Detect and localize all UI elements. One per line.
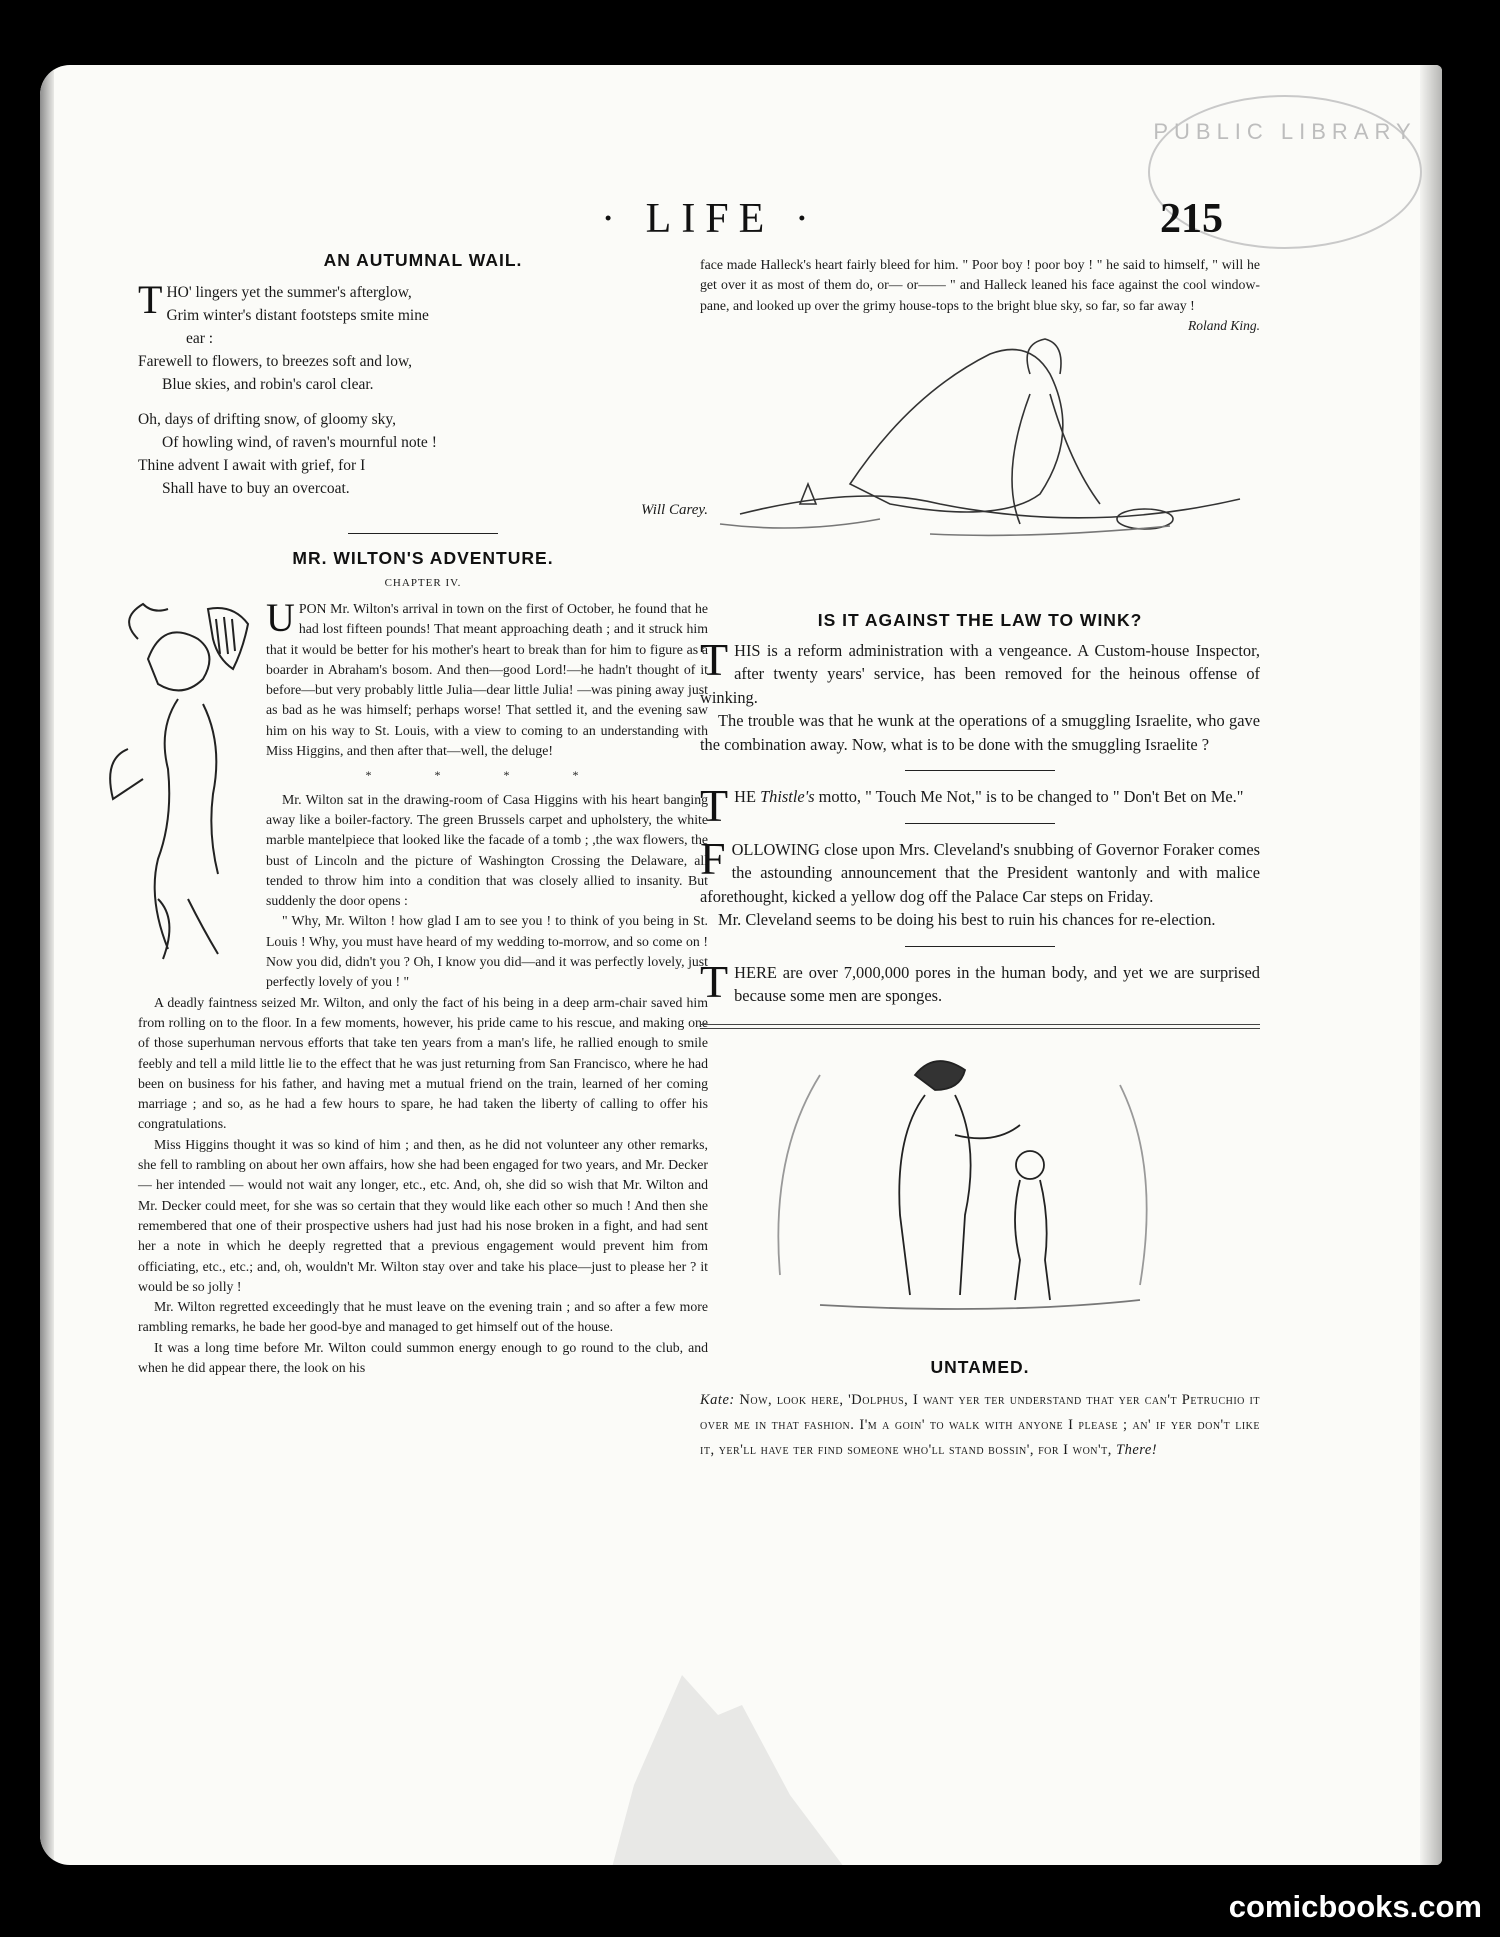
site-watermark: comicbooks.com xyxy=(1228,1889,1482,1924)
divider xyxy=(905,946,1055,947)
divider xyxy=(905,770,1055,771)
pores-dropcap: T xyxy=(700,955,729,1007)
boy-figure xyxy=(899,1095,970,1295)
cherub-illustration xyxy=(108,599,258,974)
poem-body xyxy=(138,277,708,500)
poem-line: Grim winter's distant footsteps smite mine xyxy=(166,307,429,324)
page-edge xyxy=(1420,65,1442,1865)
left-column xyxy=(138,250,708,1378)
thistle-item xyxy=(700,780,1260,832)
poem-dropcap: T xyxy=(138,277,163,322)
pores-item xyxy=(700,955,1260,1008)
poem-line: Oh, days of drifting snow, of gloomy sky, xyxy=(138,411,397,428)
story-paragraph: Miss Higgins thought it was so kind of him ; and then, as he did not volunteer any other remarks, she fell to rambling on about her own affairs, how she had been engaged for two years, and Mr. Decker — her intended — would not wait any longer, etc., etc. And, oh, she did so wish that Mr. Wilton and Mr. Decker could meet, for she was so certain that they would like each other so much ! And then she remembered that one of their prospective ushers had just had his nose broken in a fight, and had sent her a note in which he deeply regretted that a previous engagement would prevent him from officiating, etc., etc.; and, oh, wouldn't Mr. Wilton stay over and take his place—just to please her ? it would be so jolly ! xyxy=(138,1136,708,1294)
wink-paragraph: The trouble was that he wunk at the operations of a smuggling Israelite, who gave the combination away. Now, what is to be done with the smuggling Israelite ? xyxy=(700,711,1260,754)
cherub-wing xyxy=(110,749,143,799)
page-header xyxy=(40,195,1442,255)
story-title: MR. WILTON'S ADVENTURE. xyxy=(292,548,554,568)
magazine-page xyxy=(40,65,1442,1865)
poem-line: Farewell to flowers, to breezes soft and low, xyxy=(138,353,413,370)
thistle-name: Thistle's xyxy=(760,787,815,807)
paper-tear xyxy=(610,1675,850,1865)
foraker-dropcap: F xyxy=(700,832,726,884)
story-paragraph: Mr. Wilton regretted exceedingly that he must leave on the evening train ; and so after a few more rambling remarks, he bade her good-bye and managed to get himself out of the house. xyxy=(138,1299,708,1335)
wink-article xyxy=(700,633,1260,757)
page-number: 215 xyxy=(1160,196,1223,242)
boy-arm xyxy=(955,1125,1020,1138)
wink-title: IS IT AGAINST THE LAW TO WINK? xyxy=(817,609,1143,630)
girl-head xyxy=(1016,1151,1044,1179)
thistle-text: HE xyxy=(734,787,761,807)
poem-line: Blue skies, and robin's carol clear. xyxy=(162,376,374,393)
divider xyxy=(348,533,498,534)
story-dropcap: U xyxy=(266,595,295,640)
untamed-dialogue xyxy=(700,1388,1260,1463)
story-paragraph: face made Halleck's heart fairly bleed for him. " Poor boy ! poor boy ! " he said to himself, " will he get over it as most of them do, or— or—— " and Halleck leaned his face against the cool window-pane, and looked up over the grimy house-tops to the bright blue sky, so far, so far away ! xyxy=(700,257,1260,313)
poem-title: AN AUTUMNAL WAIL. xyxy=(323,250,523,270)
angel-illustration xyxy=(700,334,1260,549)
story-paragraph: It was a long time before Mr. Wilton could summon energy enough to go round to the club, and when he did appear there, the look on his xyxy=(138,1339,708,1375)
story-body xyxy=(138,595,708,1378)
library-stamp-text: PUBLIC LIBRARY xyxy=(1153,119,1417,144)
story-paragraph: A deadly faintness seized Mr. Wilton, and only the fact of his being in a deep arm-chair saved him from rolling on to the floor. In a few moments, however, his pride came to his rescue, and making one of those superhuman nervous efforts that take ten years from a man's life, he rallied enough to smile feebly and tell a mild little lie to the effect that he was just returning from San Francisco, where he had been on business for his father, and having met a mutual friend on the train, learned of her coming marriage ; and so, as he had a few hours to spare, he had taken the liberty of calling to offer his congratulations. xyxy=(138,994,708,1132)
poem-line: ear : xyxy=(186,330,214,347)
poem-line: Of howling wind, of raven's mournful note ! xyxy=(162,434,437,451)
boy-cap xyxy=(915,1061,965,1090)
story-paragraph: " Why, Mr. Wilton ! how glad I am to see you ! to think of you being in St. Louis ! Why, you must have heard of my wedding to-morrow, and so come on ! Now you did, didn't you ? Oh, I know you did—and it was perfectly lovely, just perfectly lovely of you ! " xyxy=(266,913,708,990)
story-author: Roland King. xyxy=(1187,317,1260,333)
foraker-paragraph: Mr. Cleveland seems to be doing his best to ruin his chances for re-election. xyxy=(718,910,1216,930)
girl-figure xyxy=(1015,1180,1050,1300)
poem-line: Shall have to buy an overcoat. xyxy=(162,480,350,497)
pores-text: HERE are over 7,000,000 pores in the human body, and yet we are surprised because some men are sponges. xyxy=(734,962,1260,1006)
page-gutter xyxy=(40,65,54,1865)
story-paragraph: Mr. Wilton sat in the drawing-room of Casa Higgins with his heart banging away like a boiler-factory. The green Brussels carpet and upholstery, the white marble mantelpiece that looked like the facade of a tomb ; ,the wax flowers, the bust of Lincoln and the picture of Washington Crossing the Delaware, all tended to throw him into a condition that was closely allied to insanity. But suddenly the door opens : xyxy=(266,791,708,909)
untamed-speaker: Kate: xyxy=(700,1391,735,1408)
untamed-closing: There! xyxy=(1116,1441,1158,1458)
double-rule xyxy=(700,1024,1260,1029)
cherub-head xyxy=(148,632,209,690)
untamed-title: UNTAMED. xyxy=(930,1356,1030,1377)
foraker-item xyxy=(700,832,1260,932)
section-break: * * * * xyxy=(365,768,609,783)
wink-dropcap: T xyxy=(700,633,729,685)
right-column xyxy=(700,255,1260,1463)
angel-head xyxy=(1027,339,1061,374)
thistle-text: motto, " Touch Me Not," is to be changed to " Don't Bet on Me." xyxy=(814,787,1244,807)
untamed-illustration xyxy=(700,1045,1260,1335)
harp-frame xyxy=(208,608,248,669)
divider xyxy=(905,823,1055,824)
story-chapter: CHAPTER IV. xyxy=(384,577,462,589)
poem-line: HO' lingers yet the summer's afterglow, xyxy=(166,284,412,301)
masthead: · LIFE · xyxy=(601,196,819,242)
foraker-paragraph: OLLOWING close upon Mrs. Cleveland's snubbing of Governor Foraker comes the astounding announcement that the President wantonly and with malice aforethought, kicked a yellow dog off the Palace Car steps on Friday. xyxy=(700,839,1260,906)
untamed-text: Now, look here, 'Dolphus, I want yer ter understand that yer can't Petruchio it over me in that fashion. I'm a goin' to walk with anyone I please ; an' if yer don't like it, yer'll have ter find someone who'll stand bossin', for I won't, xyxy=(700,1391,1260,1458)
story-continued xyxy=(700,255,1260,316)
wink-paragraph: HIS is a reform administration with a vengeance. A Custom-house Inspector, after twenty years' service, has been removed for the heinous offense of winking. xyxy=(700,640,1260,707)
poem-author: Will Carey. xyxy=(641,502,708,518)
poem-line: Thine advent I await with grief, for I xyxy=(138,457,366,474)
thistle-dropcap: T xyxy=(700,780,729,832)
angel-wing xyxy=(850,349,1063,512)
story-paragraph: PON Mr. Wilton's arrival in town on the first of October, he found that he had lost fifteen pounds! That meant approaching death ; and it struck him that it would be better for his mother's heart to break than for him to figure as a boarder in Abraham's bosom. And then—good Lord!—he hadn't thought of it before—but very probably little Julia—dear little Julia! —was pining away just as bad as he was himself; perhaps worse! That settled it, and the evening saw him on his way to St. Louis, with a view to coming to an understanding with Miss Higgins, and then after that—well, the deluge! xyxy=(266,601,708,759)
